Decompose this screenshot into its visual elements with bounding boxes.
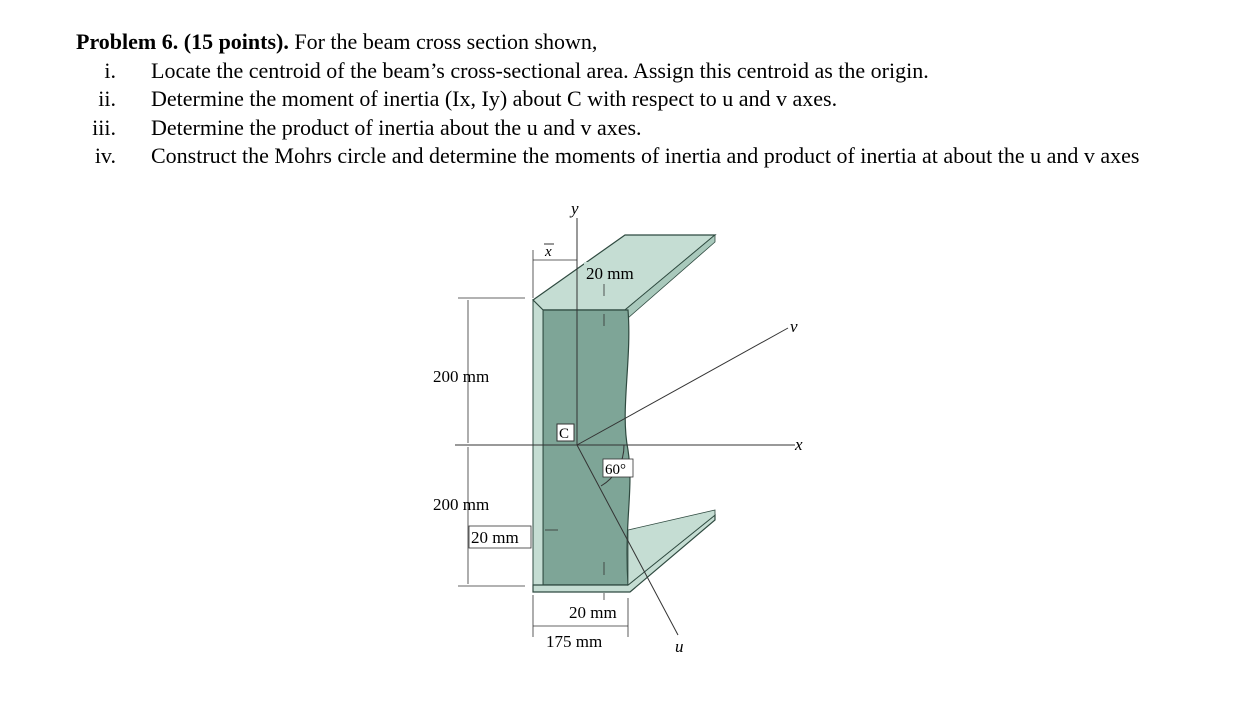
axis-label-y: y [571, 199, 579, 218]
dim-top-flange: 20 mm [586, 264, 634, 283]
bottom-flange-top-face [628, 510, 715, 585]
web [543, 310, 630, 585]
problem-title: Problem 6. (15 points). [76, 29, 289, 54]
dim-upper-height: 200 mm [433, 367, 490, 386]
axis-label-u: u [675, 637, 684, 656]
task-text: Construct the Mohrs circle and determine the moments of inertia and product of inertia at about the u and v axes [151, 143, 1140, 168]
task-number: i. [104, 57, 116, 83]
task-number: iv. [94, 143, 116, 168]
web-left-edge [533, 300, 543, 585]
problem-intro: For the beam cross section shown, [288, 29, 598, 54]
dim-lower-height: 200 mm [433, 495, 490, 514]
dim-bottom-flange: 20 mm [569, 603, 617, 622]
angle-label: 60° [605, 462, 626, 478]
task-text: Determine the product of inertia about the u and v axes. [151, 114, 642, 140]
dim-web: 20 mm [471, 528, 519, 547]
task-text: Determine the moment of inertia (Ix, Iy) about C with respect to u and v axes. [151, 86, 838, 111]
axis-label-x: x [795, 435, 803, 454]
xbar-label: x [545, 244, 552, 260]
task-number: ii. [98, 86, 116, 111]
task-number: iii. [92, 114, 116, 140]
axis-label-v: v [790, 317, 798, 336]
dim-width: 175 mm [546, 632, 603, 651]
centroid-label: C [559, 426, 570, 442]
task-text: Locate the centroid of the beam’s cross-sectional area. Assign this centroid as the origin. [151, 57, 929, 83]
